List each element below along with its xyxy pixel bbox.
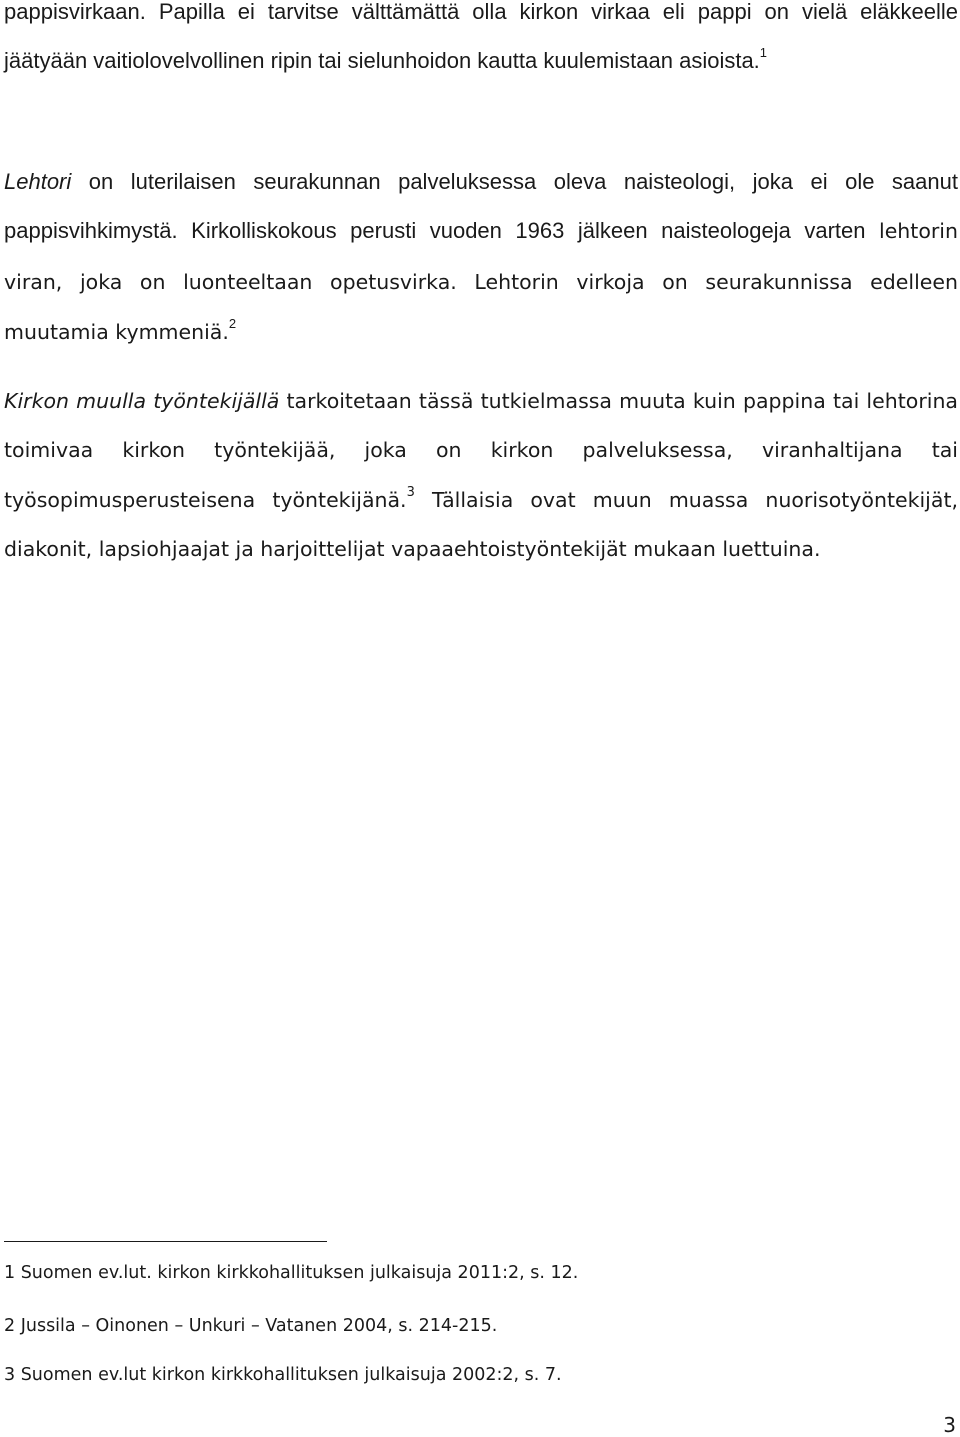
footnote-ref-2[interactable]: 2	[228, 315, 237, 331]
footnote-separator	[4, 1241, 327, 1242]
paragraph-text: lehtorin viran, joka on luonteeltaan opetusvirka. Lehtorin virkoja on seurakunnissa edelleen muutamia kymmeniä.	[4, 219, 958, 344]
footnote-ref-3[interactable]: 3	[406, 484, 415, 500]
paragraph-text: pappisvirkaan. Papilla ei tarvitse välttämättä olla kirkon virkaa eli pappi on vielä eläkkeelle jäätyään vaitiolovelvollinen ripin tai sielunhoidon kautta kuulemistaan asioista.	[4, 0, 958, 74]
paragraph-muu-tyontekija	[4, 377, 958, 574]
paragraph-text: tarkoitetaan tässä tutkielmassa muuta kuin pappina tai lehtorina toimivaa kirkon työntekijää, joka on kirkon palveluksessa, viranhaltijana tai työsopimusperusteisena työntekijänä.	[4, 389, 958, 512]
footnote-2: 2 Jussila – Oinonen – Unkuri – Vatanen 2004, s. 214-215.	[4, 1316, 498, 1336]
paragraph-pappi	[4, 0, 958, 86]
paragraph-text: Tällaisia ovat muun muassa nuorisotyöntekijät, diakonit, lapsiohjaajat ja harjoittelijat vapaaehtoistyöntekijät mukaan luettuina.	[4, 487, 958, 561]
footnote-1: 1 Suomen ev.lut. kirkon kirkkohallituksen julkaisuja 2011:2, s. 12.	[4, 1263, 579, 1283]
footnote-3: 3 Suomen ev.lut kirkon kirkkohallituksen julkaisuja 2002:2, s. 7.	[4, 1365, 562, 1385]
defined-term-muu-tyontekija: Kirkon muulla työntekijällä	[4, 389, 280, 413]
paragraph-text: on luterilaisen seurakunnan palveluksessa oleva naisteologi, joka ei ole saanut pappisvihkimystä. Kirkolliskokous perusti vuoden 1963 jälkeen naisteologeja varten	[4, 169, 958, 244]
footnote-ref-1[interactable]: 1	[759, 44, 768, 60]
defined-term-lehtori: Lehtori	[4, 169, 72, 194]
page-number: 3	[943, 1413, 956, 1437]
paragraph-lehtori	[4, 157, 958, 357]
